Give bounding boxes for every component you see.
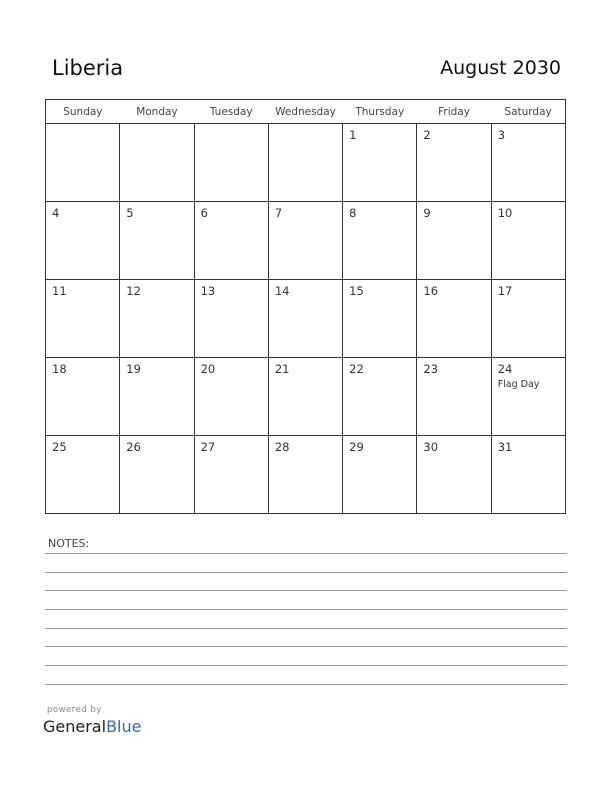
day-cell xyxy=(343,202,417,280)
day-number: 12 xyxy=(126,284,141,298)
day-number: 15 xyxy=(349,284,364,298)
note-line xyxy=(45,553,567,554)
day-cell xyxy=(194,124,268,202)
day-number: 1 xyxy=(349,128,357,142)
day-cell xyxy=(343,436,417,514)
day-cell xyxy=(120,358,194,436)
weekday-friday: Friday xyxy=(417,100,491,124)
day-number: 29 xyxy=(349,440,364,454)
day-cell xyxy=(343,124,417,202)
country-title: Liberia xyxy=(52,56,124,80)
day-number: 24 xyxy=(497,362,513,376)
day-cell xyxy=(194,358,268,436)
day-cell xyxy=(417,202,491,280)
week-row-1 xyxy=(46,124,566,202)
holiday-label: Flag Day xyxy=(497,379,540,390)
week-row-5 xyxy=(46,436,566,514)
brand-blue: Blue xyxy=(106,717,142,736)
day-number: 20 xyxy=(200,362,216,376)
day-cell xyxy=(120,124,194,202)
day-number: 11 xyxy=(52,284,67,298)
day-cell xyxy=(491,358,565,436)
day-number: 2 xyxy=(423,128,431,142)
day-cell xyxy=(343,280,417,358)
powered-by-text: powered by xyxy=(47,705,102,715)
day-number: 19 xyxy=(126,362,141,376)
weekday-thursday: Thursday xyxy=(343,100,417,124)
week-row-3 xyxy=(46,280,566,358)
note-line xyxy=(45,590,567,591)
day-cell xyxy=(268,280,342,358)
day-number: 9 xyxy=(423,206,431,220)
day-cell xyxy=(268,358,342,436)
note-line xyxy=(45,665,567,666)
day-number: 3 xyxy=(497,128,506,142)
day-cell xyxy=(120,280,194,358)
day-cell xyxy=(120,436,194,514)
day-number: 27 xyxy=(200,440,216,454)
day-number: 22 xyxy=(349,362,364,376)
week-row-4 xyxy=(46,358,566,436)
day-number: 26 xyxy=(126,440,141,454)
note-line xyxy=(45,684,567,685)
day-number: 8 xyxy=(349,206,357,220)
day-number: 7 xyxy=(274,206,283,220)
weekday-tuesday: Tuesday xyxy=(194,100,268,124)
month-year-title: August 2030 xyxy=(440,57,561,79)
day-number: 17 xyxy=(497,284,513,298)
day-cell xyxy=(491,124,565,202)
day-cell xyxy=(46,436,120,514)
week-row-2 xyxy=(46,202,566,280)
day-number: 13 xyxy=(200,284,216,298)
day-cell xyxy=(491,202,565,280)
day-cell xyxy=(46,124,120,202)
day-number: 10 xyxy=(497,206,513,220)
day-number: 21 xyxy=(274,362,290,376)
day-cell xyxy=(343,358,417,436)
day-cell xyxy=(491,436,565,514)
day-number: 30 xyxy=(423,440,439,454)
day-cell xyxy=(46,280,120,358)
day-cell xyxy=(46,202,120,280)
day-number: 31 xyxy=(497,440,513,454)
day-cell xyxy=(417,358,491,436)
note-line xyxy=(45,609,567,610)
weekday-header-row xyxy=(46,100,566,124)
weekday-wednesday: Wednesday xyxy=(268,100,342,124)
notes-label: NOTES: xyxy=(48,537,90,550)
calendar-grid xyxy=(45,99,566,514)
day-number: 16 xyxy=(423,284,439,298)
day-number: 6 xyxy=(200,206,208,220)
day-cell xyxy=(194,436,268,514)
brand-general: General xyxy=(43,717,107,736)
day-cell xyxy=(417,280,491,358)
day-cell xyxy=(120,202,194,280)
day-number: 4 xyxy=(52,206,60,220)
day-number: 5 xyxy=(126,206,134,220)
weekday-saturday: Saturday xyxy=(491,100,565,124)
day-cell xyxy=(46,358,120,436)
day-cell xyxy=(194,280,268,358)
day-number: 18 xyxy=(52,362,67,376)
day-cell xyxy=(268,124,342,202)
day-cell xyxy=(194,202,268,280)
weekday-monday: Monday xyxy=(120,100,194,124)
day-number: 28 xyxy=(274,440,290,454)
day-number: 14 xyxy=(274,284,290,298)
brand-logo xyxy=(43,717,141,736)
day-number: 25 xyxy=(52,440,67,454)
day-number: 23 xyxy=(423,362,439,376)
note-line xyxy=(45,628,567,629)
note-line xyxy=(45,572,567,573)
note-line xyxy=(45,646,567,647)
weekday-sunday: Sunday xyxy=(46,100,120,124)
day-cell xyxy=(268,202,342,280)
day-cell xyxy=(417,124,491,202)
day-cell xyxy=(491,280,565,358)
day-cell xyxy=(268,436,342,514)
day-cell xyxy=(417,436,491,514)
